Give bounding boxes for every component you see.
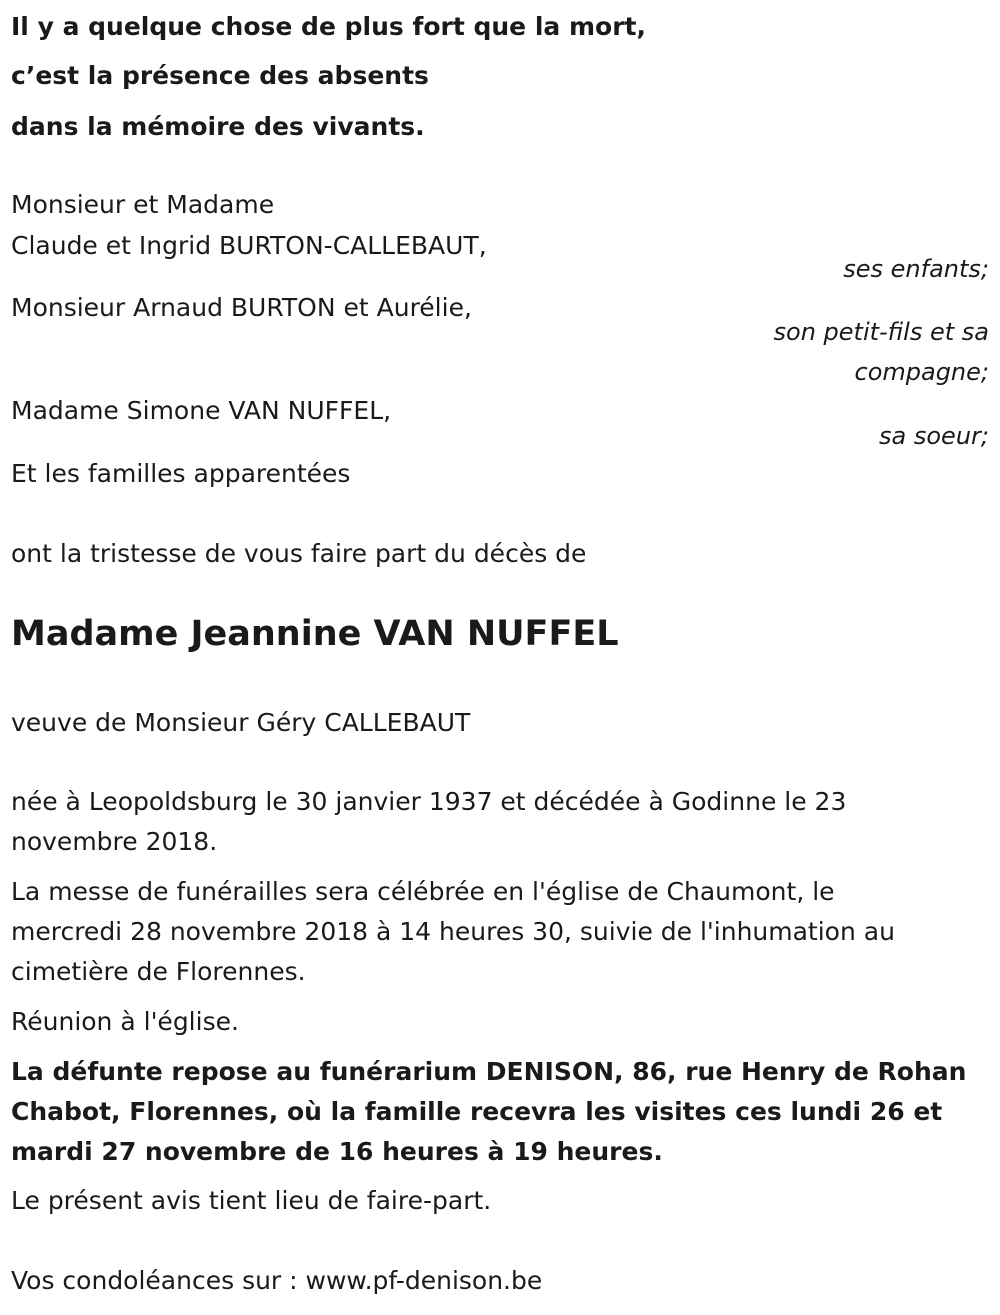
quote-line-3: dans la mémoire des vivants. — [11, 112, 425, 141]
mass-line-1: La messe de funérailles sera célébrée en l'église de Chaumont, le — [11, 877, 835, 906]
mass-line-3: cimetière de Florennes. — [11, 957, 306, 986]
sister-role: sa soeur; — [879, 422, 989, 450]
birth-death-line-1: née à Leopoldsburg le 30 janvier 1937 et décédée à Godinne le 23 — [11, 787, 847, 816]
birth-death-line-2: novembre 2018. — [11, 827, 218, 856]
children-line-2: Claude et Ingrid BURTON-CALLEBAUT, — [11, 231, 487, 260]
quote-line-2: c’est la présence des absents — [11, 61, 429, 90]
meeting-line: Réunion à l'église. — [11, 1007, 239, 1036]
condolences-line: Vos condoléances sur : www.pf-denison.be — [11, 1266, 543, 1295]
children-role: ses enfants; — [843, 255, 989, 283]
grandson-line: Monsieur Arnaud BURTON et Aurélie, — [11, 293, 472, 322]
widow-of-line: veuve de Monsieur Géry CALLEBAUT — [11, 708, 471, 737]
announcement-line: ont la tristesse de vous faire part du décès de — [11, 539, 587, 568]
quote-line-1: Il y a quelque chose de plus fort que la mort, — [11, 12, 646, 41]
deceased-name: Madame Jeannine VAN NUFFEL — [11, 614, 619, 654]
rest-line-3: mardi 27 novembre de 16 heures à 19 heures. — [11, 1137, 663, 1166]
mass-line-2: mercredi 28 novembre 2018 à 14 heures 30, suivie de l'inhumation au — [11, 917, 895, 946]
sister-line: Madame Simone VAN NUFFEL, — [11, 396, 392, 425]
notice-line: Le présent avis tient lieu de faire-part. — [11, 1186, 492, 1215]
rest-line-2: Chabot, Florennes, où la famille recevra les visites ces lundi 26 et — [11, 1097, 943, 1126]
grandson-role-line-2: compagne; — [854, 358, 989, 386]
relatives-line: Et les familles apparentées — [11, 459, 351, 488]
children-line-1: Monsieur et Madame — [11, 190, 275, 219]
rest-line-1: La défunte repose au funérarium DENISON, 86, rue Henry de Rohan — [11, 1057, 967, 1086]
grandson-role-line-1: son petit-fils et sa — [773, 318, 989, 346]
